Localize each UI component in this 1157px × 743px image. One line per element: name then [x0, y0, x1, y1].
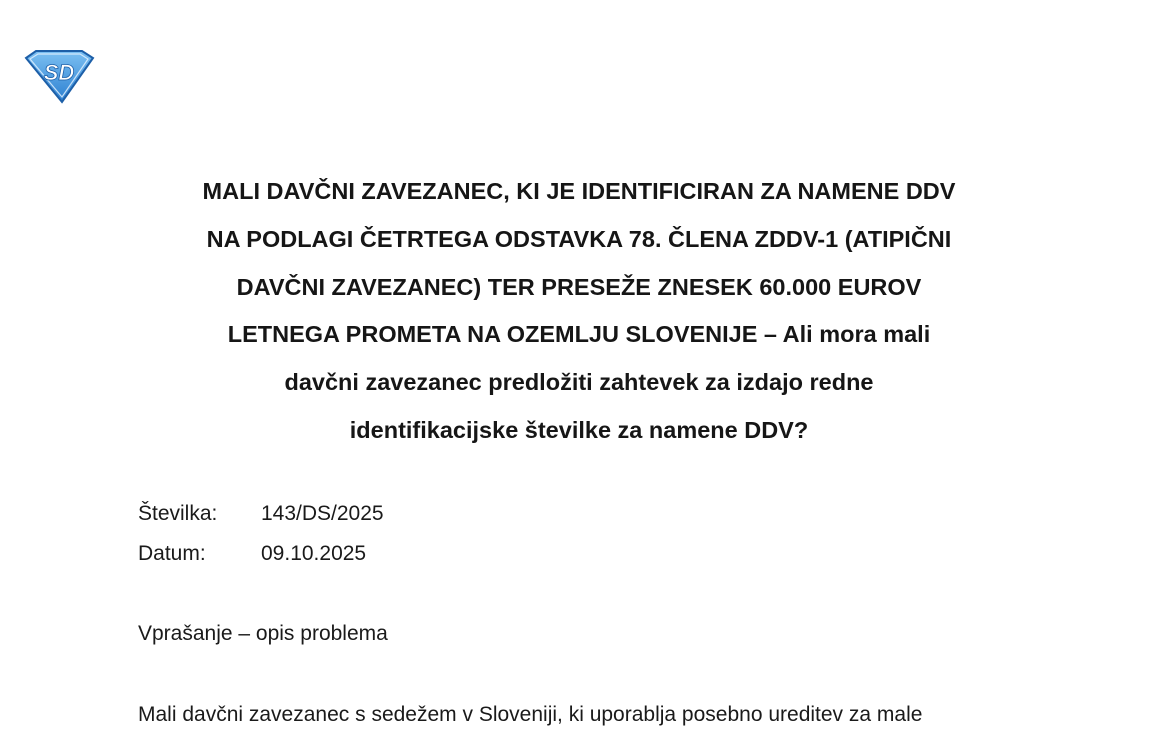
- document-number-row: [138, 502, 384, 526]
- title-line: DAVČNI ZAVEZANEC) TER PRESEŽE ZNESEK 60.000 EUROV: [236, 273, 922, 300]
- document-date-row: [138, 542, 366, 566]
- title-line: LETNEGA PROMETA NA OZEMLJU SLOVENIJE – Ali mora mali: [227, 321, 931, 348]
- document-number-label: Številka:: [138, 502, 218, 525]
- company-logo: [22, 48, 96, 104]
- document-date-label: Datum:: [138, 542, 206, 565]
- svg-text:SD: SD: [43, 60, 75, 85]
- title-line: MALI DAVČNI ZAVEZANEC, KI JE IDENTIFICIRAN ZA NAMENE DDV: [202, 178, 956, 204]
- title-line: identifikacijske številke za namene DDV?: [349, 416, 809, 443]
- section-heading: Vprašanje – opis problema: [138, 622, 388, 645]
- document-title: [100, 168, 1058, 455]
- document-date-value: 09.10.2025: [261, 542, 367, 565]
- body-paragraph: Mali davčni zavezanec s sedežem v Sloveniji, ki uporablja posebno ureditev za male: [138, 703, 923, 726]
- title-line: davčni zavezanec predložiti zahtevek za izdajo redne: [284, 369, 874, 396]
- title-line: NA PODLAGI ČETRTEGA ODSTAVKA 78. ČLENA ZDDV-1 (ATIPIČNI: [206, 225, 952, 252]
- sd-shield-logo-icon: [22, 48, 96, 104]
- document-number-value: 143/DS/2025: [261, 502, 384, 525]
